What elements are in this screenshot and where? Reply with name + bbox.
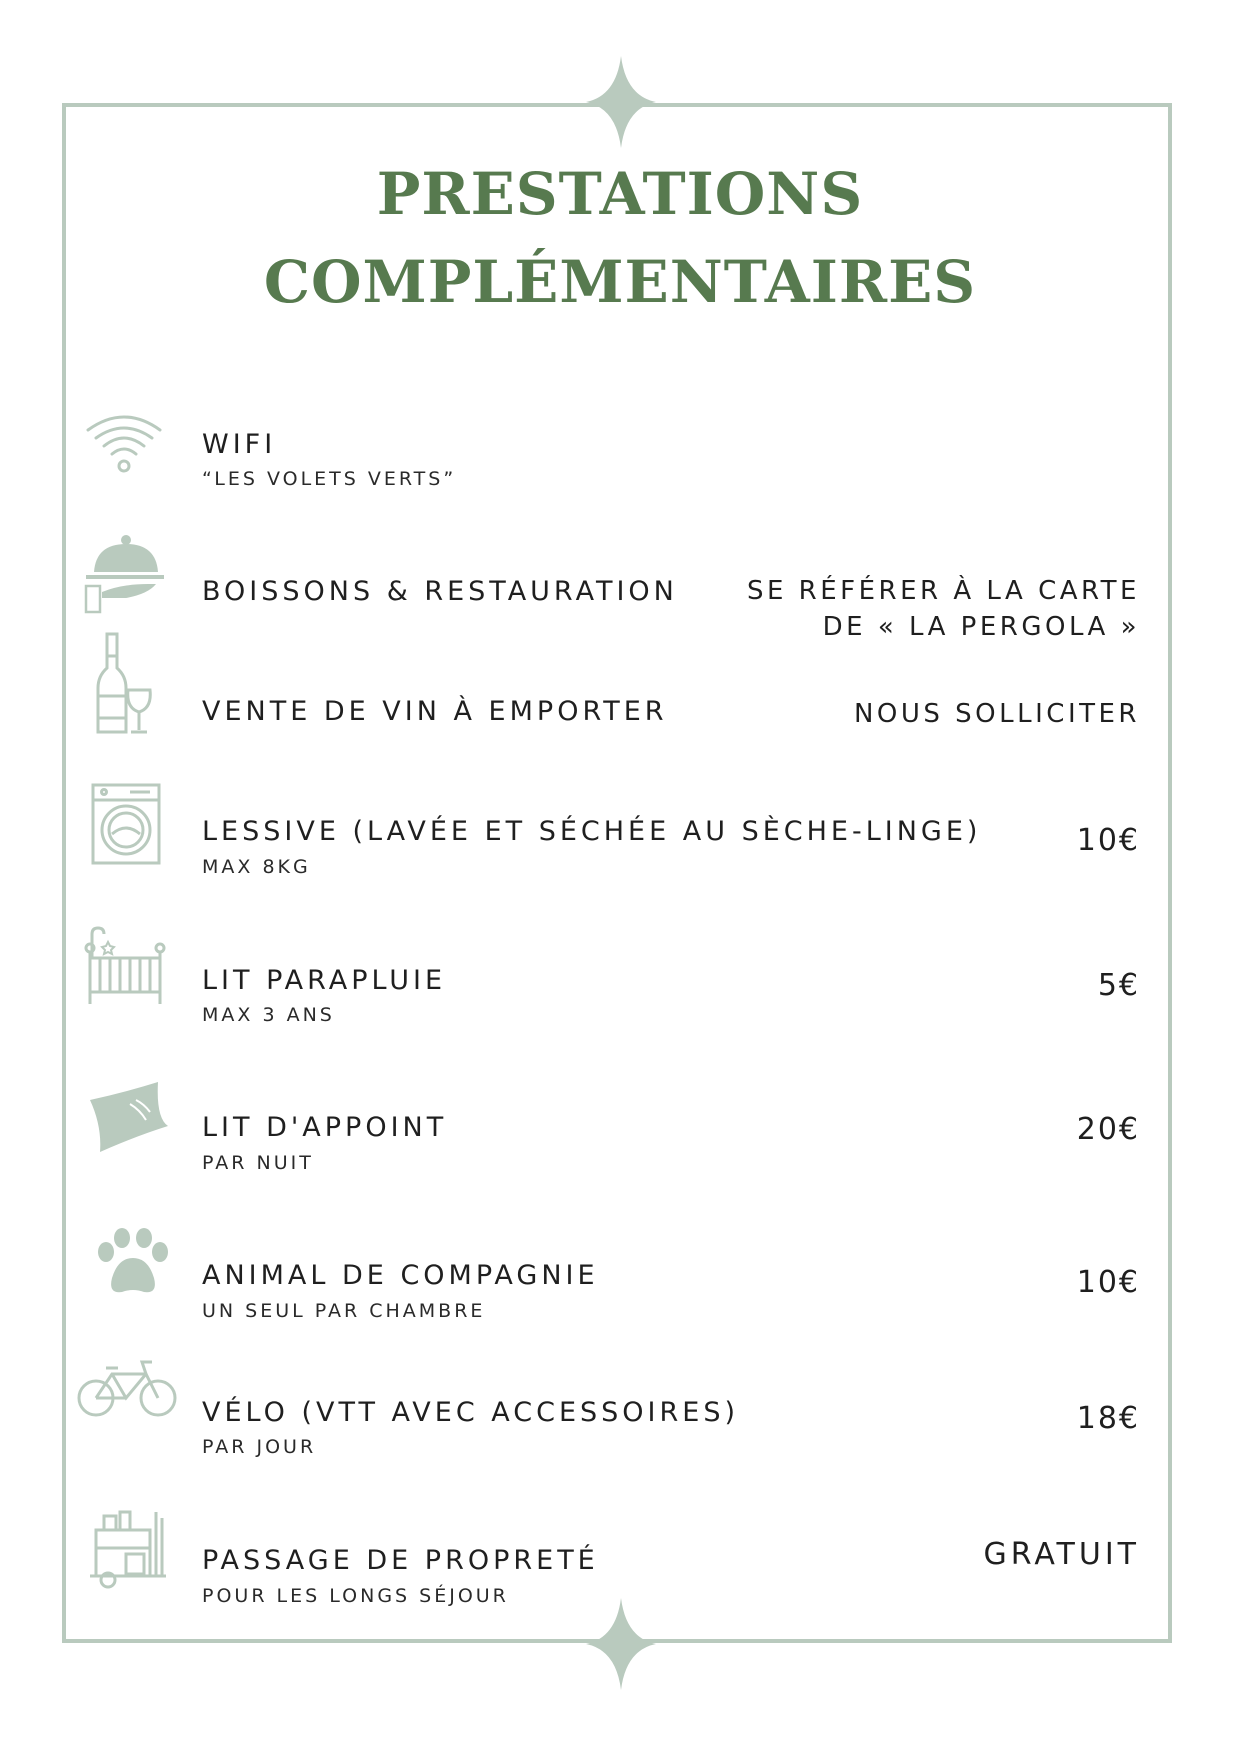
item-price-velo: 18€ <box>1076 1401 1140 1436</box>
bicycle-icon <box>76 1358 178 1418</box>
title-line-2: COMPLÉMENTAIRES <box>263 248 977 316</box>
page-title <box>0 150 1240 326</box>
pillow-icon <box>86 1078 172 1158</box>
item-sub-lessive: MAX 8KG <box>202 856 311 878</box>
paw-icon <box>96 1228 170 1298</box>
title-line-1: PRESTATIONS <box>376 160 864 228</box>
star-ornament-top <box>586 56 656 148</box>
item-note-boissons <box>747 573 1140 645</box>
item-label-wifi: WIFI <box>202 429 277 460</box>
item-price-lessive: 10€ <box>1076 823 1140 858</box>
item-label-lessive: LESSIVE (LAVÉE ET SÉCHÉE AU SÈCHE-LINGE) <box>202 816 982 847</box>
wine-icon <box>90 632 160 736</box>
item-label-vin: VENTE DE VIN À EMPORTER <box>202 696 668 727</box>
item-label-lit-parapluie: LIT PARAPLUIE <box>202 965 447 996</box>
item-label-animal: ANIMAL DE COMPAGNIE <box>202 1260 599 1291</box>
item-price-proprete: GRATUIT <box>983 1537 1140 1572</box>
note-line-2: DE « LA PERGOLA » <box>822 612 1140 642</box>
item-sub-lit-parapluie: MAX 3 ANS <box>202 1004 335 1026</box>
item-price-lit-appoint: 20€ <box>1076 1112 1140 1147</box>
cloche-icon <box>82 532 166 616</box>
item-sub-animal: UN SEUL PAR CHAMBRE <box>202 1300 486 1322</box>
item-sub-proprete: POUR LES LONGS SÉJOUR <box>202 1585 509 1607</box>
item-label-lit-appoint: LIT D'APPOINT <box>202 1112 448 1143</box>
wifi-icon <box>82 408 166 492</box>
item-label-proprete: PASSAGE DE PROPRETÉ <box>202 1545 599 1576</box>
item-price-animal: 10€ <box>1076 1265 1140 1300</box>
cleaning-cart-icon <box>86 1508 168 1590</box>
star-ornament-bottom <box>586 1598 656 1690</box>
item-sub-lit-appoint: PAR NUIT <box>202 1152 314 1174</box>
item-sub-velo: PAR JOUR <box>202 1436 317 1458</box>
item-label-velo: VÉLO (VTT AVEC ACCESSOIRES) <box>202 1397 739 1428</box>
item-price-lit-parapluie: 5€ <box>1097 968 1140 1003</box>
item-note-vin: NOUS SOLLICITER <box>853 699 1140 729</box>
crib-icon <box>84 924 166 1006</box>
item-sub-wifi: “LES VOLETS VERTS” <box>202 468 457 490</box>
item-label-boissons: BOISSONS & RESTAURATION <box>202 576 678 607</box>
washing-machine-icon <box>90 782 162 868</box>
note-line-1: SE RÉFÉRER À LA CARTE <box>746 576 1140 606</box>
